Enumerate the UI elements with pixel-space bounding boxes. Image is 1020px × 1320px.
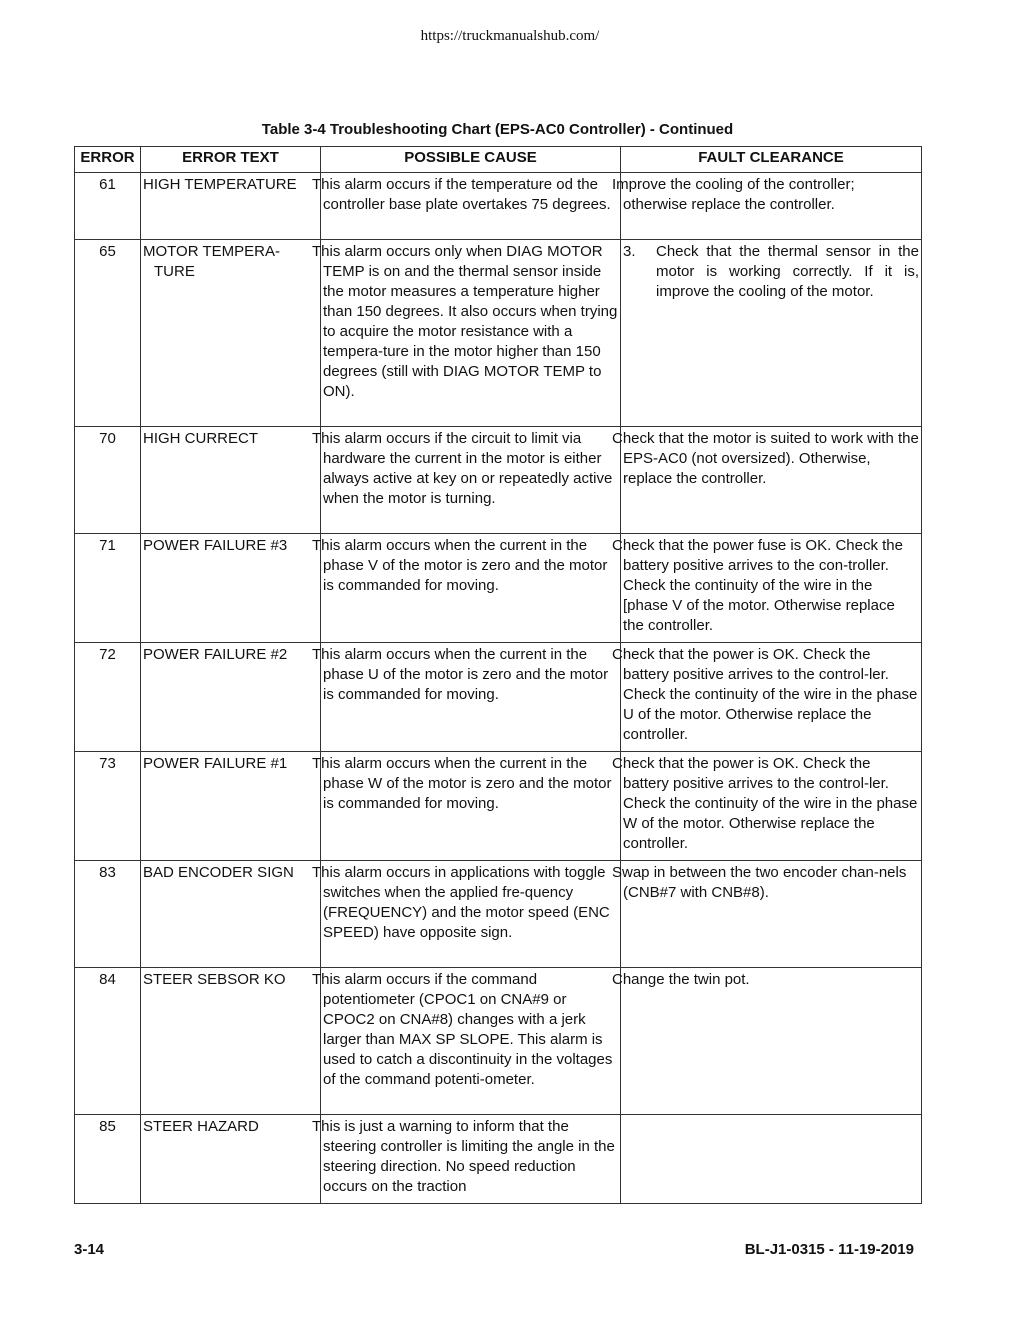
document-id: BL-J1-0315 - 11-19-2019 — [744, 1241, 914, 1258]
table-row — [75, 173, 922, 240]
error-text: STEER HAZARD — [141, 1115, 321, 1204]
fault-clearance: Swap in between the two encoder chan-nels (CNB#7 with CNB#8). — [621, 861, 922, 968]
step-number: 3. — [623, 243, 636, 260]
fault-clearance: Check that the power is OK. Check the battery positive arrives to the control-ler. Check the continuity of the wire in the phase W of the motor. Otherwise replace the controller. — [621, 752, 922, 861]
page-number: 3-14 — [74, 1241, 105, 1258]
error-code: 71 — [75, 534, 141, 643]
possible-cause: This alarm occurs only when DIAG MOTOR TEMP is on and the thermal sensor inside the motor measures a temperature higher than 150 degrees. It also occurs when trying to acquire the motor resistance with a tempera-ture in the motor higher than 150 degrees (still with DIAG MOTOR TEMP to ON). — [321, 240, 621, 427]
fault-clearance — [621, 1115, 922, 1204]
table-row — [75, 643, 922, 752]
table-row — [75, 534, 922, 643]
error-text: POWER FAILURE #3 — [141, 534, 321, 643]
error-code: 85 — [75, 1115, 141, 1204]
possible-cause: This alarm occurs in applications with toggle switches when the applied fre-quency (FREQUENCY) and the motor speed (ENC SPEED) have opposite sign. — [321, 861, 621, 968]
error-text: POWER FAILURE #2 — [141, 643, 321, 752]
possible-cause: This alarm occurs when the current in the phase W of the motor is zero and the motor is commanded for moving. — [321, 752, 621, 861]
fault-clearance: Check that the power is OK. Check the battery positive arrives to the control-ler. Check the continuity of the wire in the phase U of the motor. Otherwise replace the controller. — [621, 643, 922, 752]
possible-cause: This alarm occurs when the current in the phase V of the motor is zero and the motor is commanded for moving. — [321, 534, 621, 643]
fault-clearance — [621, 240, 922, 427]
error-code: 84 — [75, 968, 141, 1115]
possible-cause: This is just a warning to inform that the steering controller is limiting the angle in the steering direction. No speed reduction occurs on the traction — [321, 1115, 621, 1204]
fault-clearance: Change the twin pot. — [621, 968, 922, 1115]
possible-cause: This alarm occurs if the command potentiometer (CPOC1 on CNA#9 or CPOC2 on CNA#8) changes with a jerk larger than MAX SP SLOPE. This alarm is used to catch a discontinuity in the voltages of the command potenti-ometer. — [321, 968, 621, 1115]
fault-clearance: Improve the cooling of the controller; otherwise replace the controller. — [621, 173, 922, 240]
error-code: 65 — [75, 240, 141, 427]
source-url: https://truckmanualshub.com/ — [420, 28, 600, 44]
table-row — [75, 240, 922, 427]
table-row — [75, 1115, 922, 1204]
error-code: 83 — [75, 861, 141, 968]
error-text: BAD ENCODER SIGN — [141, 861, 321, 968]
table-row — [75, 968, 922, 1115]
table-row — [75, 752, 922, 861]
column-header-error-text: ERROR TEXT — [141, 147, 321, 173]
error-code: 72 — [75, 643, 141, 752]
error-text: HIGH CURRECT — [141, 427, 321, 534]
possible-cause: This alarm occurs when the current in the phase U of the motor is zero and the motor is commanded for moving. — [321, 643, 621, 752]
error-text: POWER FAILURE #1 — [141, 752, 321, 861]
table-row — [75, 427, 922, 534]
column-header-error: ERROR — [75, 147, 141, 173]
troubleshooting-table — [74, 146, 922, 1204]
column-header-fault-clearance: FAULT CLEARANCE — [621, 147, 922, 173]
column-header-possible-cause: POSSIBLE CAUSE — [321, 147, 621, 173]
step-text: Check that the thermal sensor in the motor is working correctly. If it is, improve the cooling of the motor. — [656, 243, 919, 300]
error-text: HIGH TEMPERATURE — [141, 173, 321, 240]
possible-cause: This alarm occurs if the circuit to limit via hardware the current in the motor is either always active at key on or repeatedly active when the motor is turning. — [321, 427, 621, 534]
table-title: Table 3-4 Troubleshooting Chart (EPS-AC0 Controller) - Continued — [261, 121, 734, 138]
error-text: STEER SEBSOR KO — [141, 968, 321, 1115]
possible-cause: This alarm occurs if the temperature od the controller base plate overtakes 75 degrees. — [321, 173, 621, 240]
fault-clearance: Check that the motor is suited to work with the EPS-AC0 (not oversized). Otherwise, replace the controller. — [621, 427, 922, 534]
table-header-row — [75, 147, 922, 173]
error-code: 73 — [75, 752, 141, 861]
error-text: MOTOR TEMPERA- TURE — [141, 240, 321, 427]
fault-clearance: Check that the power fuse is OK. Check the battery positive arrives to the con-troller. Check the continuity of the wire in the [phase V of the motor. Otherwise replace the controller. — [621, 534, 922, 643]
table-row — [75, 861, 922, 968]
error-code: 70 — [75, 427, 141, 534]
error-code: 61 — [75, 173, 141, 240]
